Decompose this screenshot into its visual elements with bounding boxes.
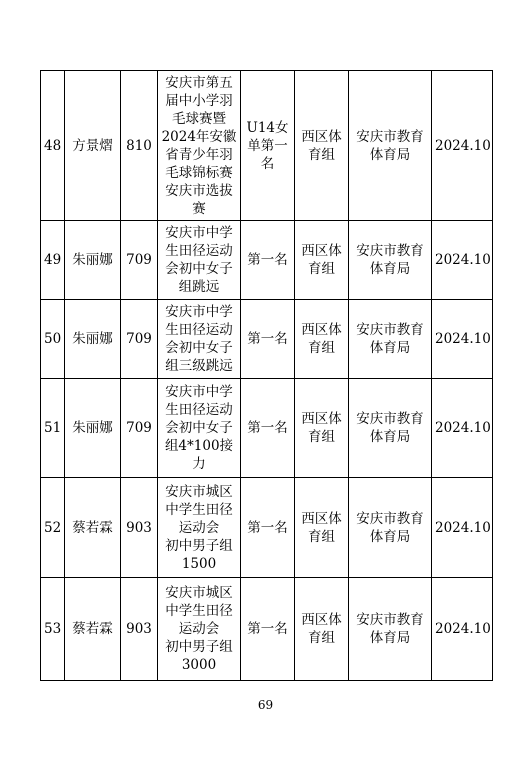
award-rank: U14女 单第一 名 [241,71,295,221]
organizer: 西区体 育组 [295,578,349,681]
class-number: 903 [121,478,158,578]
row-number: 49 [41,221,65,300]
issuing-authority: 安庆市教育 体育局 [349,578,432,681]
table-row [41,71,493,221]
row-number: 53 [41,578,65,681]
row-number: 50 [41,300,65,379]
organizer: 西区体 育组 [295,379,349,478]
class-number: 810 [121,71,158,221]
award-date: 2024.10 [432,379,493,478]
competition-name: 安庆市中学 生田径运动 会初中女子 组4*100接 力 [158,379,241,478]
class-number: 709 [121,221,158,300]
awards-table [40,70,493,681]
class-number: 903 [121,578,158,681]
row-number: 51 [41,379,65,478]
organizer: 西区体 育组 [295,221,349,300]
student-name: 朱丽娜 [65,300,121,379]
award-date: 2024.10 [432,578,493,681]
table-row [41,379,493,478]
organizer: 西区体 育组 [295,300,349,379]
competition-name: 安庆市城区 中学生田径 运动会 初中男子组 1500 [158,478,241,578]
competition-name: 安庆市城区 中学生田径 运动会 初中男子组 3000 [158,578,241,681]
page-number: 69 [257,698,274,712]
row-number: 52 [41,478,65,578]
class-number: 709 [121,379,158,478]
student-name: 方景熠 [65,71,121,221]
award-rank: 第一名 [241,221,295,300]
issuing-authority: 安庆市教育 体育局 [349,221,432,300]
competition-name: 安庆市第五 届中小学羽 毛球赛暨 2024年安徽 省青少年羽 毛球锦标赛 安庆市选拔 赛 [158,71,241,221]
award-date: 2024.10 [432,478,493,578]
table-row [41,221,493,300]
award-rank: 第一名 [241,578,295,681]
award-date: 2024.10 [432,71,493,221]
row-number: 48 [41,71,65,221]
competition-name: 安庆市中学 生田径运动 会初中女子 组跳远 [158,221,241,300]
competition-name: 安庆市中学 生田径运动 会初中女子 组三级跳远 [158,300,241,379]
award-date: 2024.10 [432,300,493,379]
class-number: 709 [121,300,158,379]
issuing-authority: 安庆市教育 体育局 [349,71,432,221]
organizer: 西区体 育组 [295,71,349,221]
table-row [41,300,493,379]
award-rank: 第一名 [241,379,295,478]
award-date: 2024.10 [432,221,493,300]
organizer: 西区体 育组 [295,478,349,578]
award-rank: 第一名 [241,478,295,578]
award-rank: 第一名 [241,300,295,379]
table-row [41,578,493,681]
student-name: 蔡若霖 [65,578,121,681]
issuing-authority: 安庆市教育 体育局 [349,379,432,478]
issuing-authority: 安庆市教育 体育局 [349,300,432,379]
student-name: 朱丽娜 [65,379,121,478]
table-row [41,478,493,578]
student-name: 蔡若霖 [65,478,121,578]
issuing-authority: 安庆市教育 体育局 [349,478,432,578]
student-name: 朱丽娜 [65,221,121,300]
